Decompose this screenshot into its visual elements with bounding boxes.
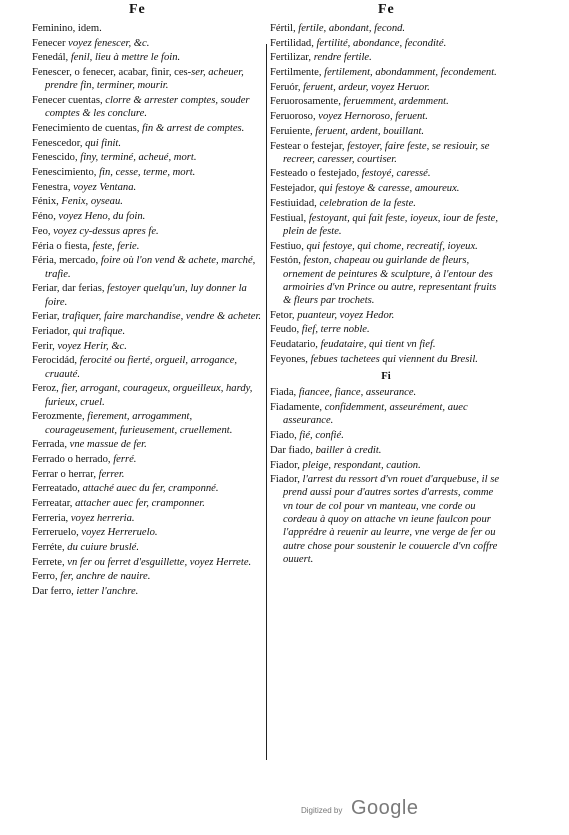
- dictionary-entry: [270, 37, 502, 50]
- entry-headword: Festear o festejar,: [270, 140, 345, 152]
- entry-definition: vn fer ou ferret d'esguillette, voyez Herrete.: [64, 556, 252, 568]
- entry-headword: Fenedál: [32, 52, 66, 64]
- dictionary-entry: [32, 195, 264, 208]
- entry-headword: Ferreria,: [32, 512, 69, 524]
- dictionary-entry: [270, 140, 502, 167]
- entry-headword: Ferreatar,: [32, 497, 73, 509]
- dictionary-entry: [270, 309, 502, 322]
- entry-headword: Dar fiado,: [270, 444, 313, 456]
- dictionary-entry: [32, 410, 264, 437]
- entry-headword: Feruoroso,: [270, 111, 316, 123]
- dictionary-entry: [32, 541, 264, 554]
- dictionary-entry: [270, 212, 502, 239]
- entry-headword: Feminino, idem.: [32, 23, 102, 34]
- entry-headword: Ferozmente,: [32, 411, 85, 423]
- entry-definition: finy, terminé, acheué, mort.: [77, 152, 197, 164]
- dictionary-entry: [270, 323, 502, 336]
- entry-headword: Fenescimiento,: [32, 167, 97, 179]
- entry-headword: Fiado,: [270, 430, 297, 442]
- entry-headword: Fertilidad,: [270, 37, 314, 49]
- entry-definition: fiancee, fiance, asseurance.: [296, 387, 417, 399]
- entry-headword: Fenecimiento de cuentas,: [32, 123, 140, 135]
- entry-definition: vne massue de fer.: [67, 439, 147, 451]
- dictionary-entry: [32, 482, 264, 495]
- dictionary-entry: [32, 282, 264, 309]
- entry-definition: ferrer.: [95, 468, 125, 480]
- dictionary-entry: [270, 473, 502, 566]
- entry-headword: Fenecer: [32, 37, 66, 49]
- entry-definition: pleige, respondant, caution.: [299, 459, 421, 471]
- dictionary-entry: [32, 225, 264, 238]
- dictionary-entry: [270, 254, 502, 307]
- entry-definition: fié, confié.: [296, 430, 344, 442]
- entry-definition: , fenil, lieu à mettre le foin.: [65, 52, 181, 64]
- dictionary-entry: [32, 438, 264, 451]
- entry-definition: voyez Heno, du foin.: [55, 211, 146, 223]
- dictionary-entry: [270, 182, 502, 195]
- entry-definition: fertilement, abondamment, fecondement.: [321, 67, 497, 79]
- entry-headword: Fertilmente,: [270, 67, 322, 79]
- dictionary-entry: [270, 22, 502, 35]
- dictionary-entry: [270, 338, 502, 351]
- header-left: Fe: [129, 2, 146, 17]
- entry-definition: voyez herreria.: [68, 512, 135, 524]
- entry-definition: voyez Ventana.: [70, 181, 137, 193]
- dictionary-entry: [32, 240, 264, 253]
- left-column: [32, 22, 264, 600]
- entry-headword: Ferreruelo,: [32, 527, 79, 539]
- entry-headword: Feruór,: [270, 81, 301, 93]
- entry-headword: Féria, mercado,: [32, 255, 99, 267]
- entry-definition: qui festoye, qui chome, recreatif, ioyeux.: [303, 240, 478, 252]
- entry-headword: Ferrada,: [32, 439, 67, 451]
- dictionary-entry: [32, 382, 264, 409]
- entry-definition: attacher auec fer, cramponner.: [72, 497, 205, 509]
- entry-headword: Ferréte,: [32, 542, 65, 554]
- dictionary-entry: [32, 66, 264, 93]
- dictionary-entry: [270, 66, 502, 79]
- dictionary-entry: [270, 429, 502, 442]
- entry-headword: Fenescedor,: [32, 137, 83, 149]
- entry-headword: Fiadamente,: [270, 402, 323, 414]
- entry-definition: qui finit.: [82, 137, 122, 149]
- entry-headword: Dar ferro,: [32, 586, 74, 598]
- entry-definition: fin, cesse, terme, mort.: [96, 167, 196, 179]
- entry-definition: feruent, ardent, bouillant.: [312, 125, 425, 137]
- entry-headword: Festiual,: [270, 212, 307, 224]
- entry-definition: voyez fenescer, &c.: [65, 37, 150, 49]
- entry-headword: Fetor,: [270, 309, 295, 321]
- dictionary-entry: [32, 137, 264, 150]
- dictionary-entry: [32, 556, 264, 569]
- right-column: [270, 22, 502, 568]
- entry-definition: feste, ferie.: [89, 240, 140, 252]
- entry-headword: Ferrado o herrado,: [32, 453, 111, 465]
- entry-headword: Fenecer cuentas,: [32, 95, 103, 107]
- dictionary-entry: [32, 94, 264, 121]
- dictionary-entry: [32, 325, 264, 338]
- dictionary-entry: [32, 151, 264, 164]
- dictionary-entry: [270, 167, 502, 180]
- dictionary-entry: [32, 51, 264, 64]
- entry-definition: puanteur, voyez Hedor.: [294, 309, 395, 321]
- entry-headword: Feyones,: [270, 353, 308, 365]
- entry-definition: ser, acheuer, prendre fin, terminer, mourir.: [45, 67, 244, 92]
- entry-headword: Feo,: [32, 225, 51, 237]
- entry-definition: Fenix, oyseau.: [58, 196, 123, 208]
- entry-headword: Festiuo,: [270, 240, 304, 252]
- entry-headword: Ferocidád,: [32, 355, 78, 367]
- dictionary-entry: [32, 468, 264, 481]
- entry-headword: Fertilizar,: [270, 52, 312, 64]
- dictionary-entry: [32, 37, 264, 50]
- entry-definition: fierement, arrogamment, courageusement, furieusement, cruellement.: [45, 411, 233, 436]
- header-right: Fe: [378, 2, 395, 17]
- entry-headword: Ferro,: [32, 571, 58, 583]
- entry-definition: voyez Herreruelo.: [78, 527, 158, 539]
- entry-definition: fer, anchre de nauire.: [57, 571, 151, 583]
- entry-headword: Feriar, dar ferias,: [32, 283, 105, 295]
- entry-definition: foire où l'on vend & achete, marché, trafie.: [45, 255, 256, 280]
- entry-headword: Fiador,: [270, 459, 300, 471]
- entry-definition: voyez cy-dessus apres fe.: [50, 225, 159, 237]
- dictionary-entry: [270, 110, 502, 123]
- entry-headword: Feroz,: [32, 383, 59, 395]
- entry-definition: fier, arrogant, courageux, orgueilleux, hardy, furieux, cruel.: [45, 383, 253, 408]
- entry-headword: Festón,: [270, 255, 301, 267]
- entry-definition: fertilité, abondance, fecondité.: [313, 37, 447, 49]
- dictionary-entry: [32, 512, 264, 525]
- entry-definition: l'arrest du ressort d'vn rouet d'arquebuse, il se prend aussi pour d'autres sortes d'arrests, comme vn tour de col pour vn manteau, vne corde ou cordeau à quoy on attache vn ieune faulcon pour l'apprédre à reuenir au leurre, vne verge de fer ou autre chose pour soustenir le couuercle d'vn coffre ouuert.: [283, 474, 500, 565]
- entry-headword: Fenescer, o fenecer, acabar, finir, ces-: [32, 67, 192, 79]
- dictionary-entry: [32, 210, 264, 223]
- entry-headword: Feriador,: [32, 325, 71, 337]
- section-subheading: Fi: [381, 371, 391, 383]
- dictionary-entry: [270, 95, 502, 108]
- entry-definition: festoyé, caressé.: [359, 168, 431, 180]
- entry-definition: feudataire, qui tient vn fief.: [317, 339, 436, 351]
- entry-headword: Festejador,: [270, 183, 317, 195]
- entry-definition: festoyant, qui fait feste, ioyeux, iour de feste, plein de feste.: [283, 212, 499, 237]
- dictionary-entry: [270, 240, 502, 253]
- entry-definition: fin & arrest de comptes.: [139, 123, 245, 135]
- entry-headword: Festiuidad,: [270, 197, 317, 209]
- entry-definition: feruemment, ardemment.: [340, 96, 449, 108]
- entry-definition: qui trafique.: [70, 325, 126, 337]
- entry-headword: Feudatario,: [270, 339, 318, 351]
- entry-definition: feruent, ardeur, voyez Heruor.: [300, 81, 430, 93]
- dictionary-entry: [270, 51, 502, 64]
- entry-headword: Fenestra,: [32, 181, 71, 193]
- entry-headword: Féria o fiesta,: [32, 240, 90, 252]
- dictionary-entry: [32, 181, 264, 194]
- dictionary-entry: [32, 526, 264, 539]
- dictionary-entry: [32, 585, 264, 598]
- entry-headword: Feudo,: [270, 324, 300, 336]
- entry-headword: Fiador,: [270, 474, 300, 486]
- entry-headword: Fenescido,: [32, 152, 78, 164]
- dictionary-entry: [32, 497, 264, 510]
- dictionary-entry: [32, 570, 264, 583]
- entry-definition: du cuiure bruslé.: [64, 542, 139, 554]
- entry-headword: Feriar,: [32, 311, 60, 323]
- column-divider: [266, 44, 267, 760]
- entry-headword: Fiada,: [270, 387, 297, 399]
- entry-definition: festoyer quelqu'un, luy donner la foire.: [45, 283, 247, 308]
- entry-definition: clorre & arrester comptes, souder comptes & les conclure.: [45, 95, 250, 120]
- dictionary-entry: [32, 453, 264, 466]
- entry-definition: confidemment, asseurément, auec asseurance.: [283, 402, 468, 427]
- entry-headword: Féno,: [32, 211, 56, 223]
- entry-definition: fief, terre noble.: [299, 324, 370, 336]
- dictionary-entry: [270, 125, 502, 138]
- dictionary-entry: [32, 166, 264, 179]
- entry-definition: trafiquer, faire marchandise, vendre & acheter.: [59, 311, 262, 323]
- entry-definition: celebration de la feste.: [316, 197, 416, 209]
- entry-headword: Ferir,: [32, 340, 55, 352]
- dictionary-entry: [270, 444, 502, 457]
- entry-headword: Ferrete,: [32, 556, 65, 568]
- entry-definition: attaché auec du fer, cramponné.: [79, 483, 219, 495]
- entry-headword: Ferreatado,: [32, 483, 80, 495]
- entry-headword: Ferrar o herrar,: [32, 468, 96, 480]
- dictionary-entry: [32, 340, 264, 353]
- dictionary-entry: [270, 197, 502, 210]
- entry-definition: rendre fertile.: [311, 52, 372, 64]
- dictionary-entry: [270, 353, 502, 366]
- entry-definition: voyez Herir, &c.: [54, 340, 127, 352]
- google-logo: Google: [351, 797, 419, 819]
- dictionary-entry: [270, 459, 502, 472]
- entry-headword: Festeado o festejado,: [270, 168, 360, 180]
- dictionary-entry: [32, 22, 264, 35]
- entry-definition: feston, chapeau ou guirlande de fleurs, ornement de peintures & sculpture, à l'entour des armoiries d'vn Prince ou autre, representant fruits & fleurs par trochets.: [283, 255, 497, 307]
- entry-definition: ietter l'anchre.: [73, 586, 139, 598]
- entry-definition: qui festoye & caresse, amoureux.: [316, 183, 460, 195]
- dictionary-entry: [32, 310, 264, 323]
- entry-headword: Feruiente,: [270, 125, 313, 137]
- dictionary-entry: [32, 354, 264, 381]
- entry-headword: Feruorosamente,: [270, 96, 341, 108]
- digitized-label: Digitized by: [301, 806, 343, 815]
- dictionary-entry: [32, 254, 264, 281]
- entry-definition: voyez Hernoroso, feruent.: [315, 111, 428, 123]
- entry-definition: ferocité ou fierté, orgueil, arrogance, cruauté.: [45, 355, 238, 380]
- dictionary-entry: [270, 386, 502, 399]
- entry-definition: febues tachetees qui viennent du Bresil.: [307, 353, 478, 365]
- dictionary-entry: [32, 122, 264, 135]
- entry-headword: Fénix,: [32, 196, 59, 208]
- entry-definition: festoyer, faire feste, se resiouir, se recreer, caresser, courtiser.: [283, 140, 490, 165]
- entry-definition: fertile, abondant, fecond.: [295, 23, 406, 34]
- dictionary-entry: [270, 401, 502, 428]
- dictionary-entry: [270, 81, 502, 94]
- entry-definition: bailler à credit.: [312, 444, 382, 456]
- entry-definition: ferré.: [110, 453, 137, 465]
- entry-headword: Fértil,: [270, 23, 296, 34]
